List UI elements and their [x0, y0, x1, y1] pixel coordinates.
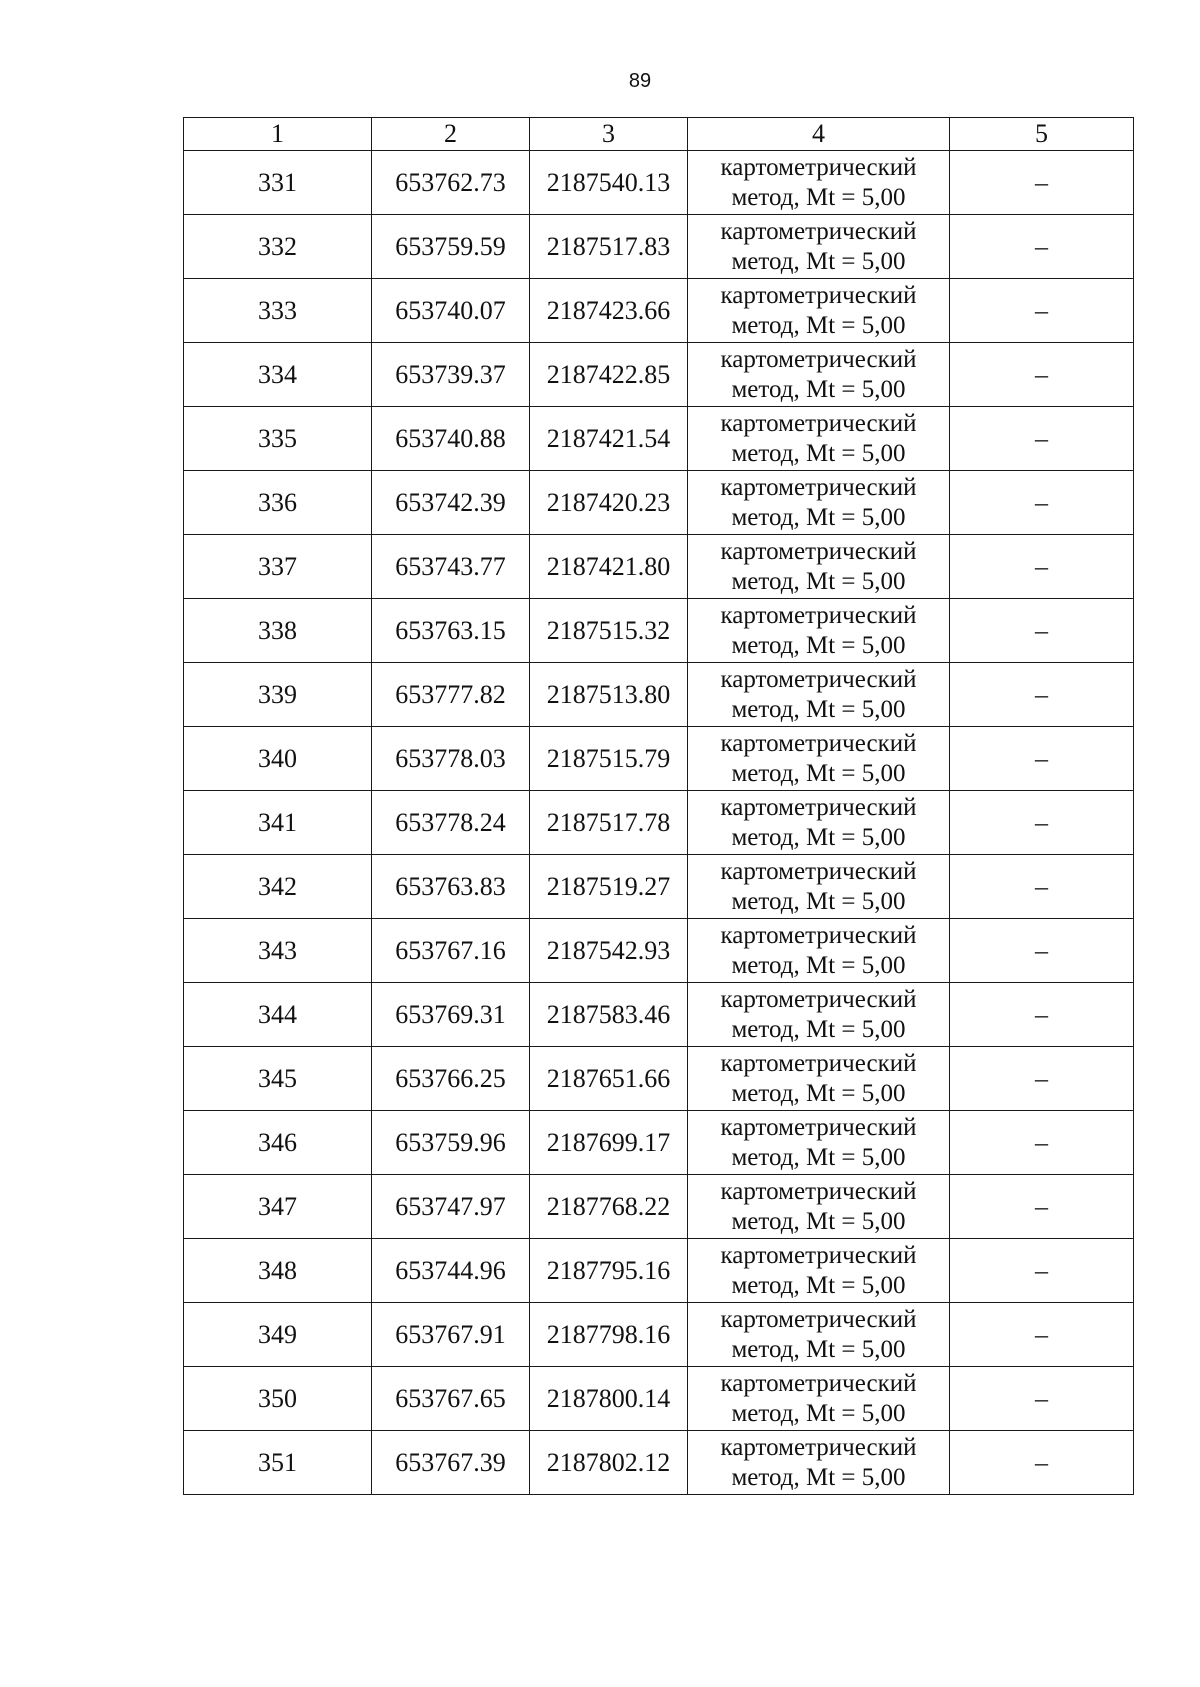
- note-cell: –: [950, 535, 1134, 599]
- method-cell: [688, 151, 950, 215]
- y-coordinate-cell: 2187699.17: [530, 1111, 688, 1175]
- table-body: [184, 151, 1134, 1495]
- coordinates-table: [183, 117, 1134, 1495]
- method-cell: [688, 215, 950, 279]
- table-row: [184, 1367, 1134, 1431]
- x-coordinate-cell: 653767.65: [372, 1367, 530, 1431]
- note-cell: –: [950, 1047, 1134, 1111]
- point-number-cell: 331: [184, 151, 372, 215]
- method-cell: [688, 1367, 950, 1431]
- method-cell: [688, 1239, 950, 1303]
- note-cell: –: [950, 471, 1134, 535]
- method-line-1: картометрический: [720, 1433, 917, 1461]
- x-coordinate-cell: 653759.96: [372, 1111, 530, 1175]
- method-cell: [688, 791, 950, 855]
- table-row: [184, 727, 1134, 791]
- point-number-cell: 342: [184, 855, 372, 919]
- method-line-1: картометрический: [720, 1369, 917, 1397]
- x-coordinate-cell: 653742.39: [372, 471, 530, 535]
- method-cell: [688, 1175, 950, 1239]
- x-coordinate-cell: 653763.83: [372, 855, 530, 919]
- x-coordinate-cell: 653766.25: [372, 1047, 530, 1111]
- method-line-1: картометрический: [720, 857, 917, 885]
- method-cell: [688, 471, 950, 535]
- method-line-2: метод, Mt = 5,00: [731, 311, 906, 339]
- x-coordinate-cell: 653778.24: [372, 791, 530, 855]
- x-coordinate-cell: 653740.88: [372, 407, 530, 471]
- table-row: [184, 1303, 1134, 1367]
- table-row: [184, 599, 1134, 663]
- header-cell-3: 3: [530, 118, 688, 151]
- x-coordinate-cell: 653759.59: [372, 215, 530, 279]
- point-number-cell: 338: [184, 599, 372, 663]
- method-line-1: картометрический: [720, 537, 917, 565]
- method-line-1: картометрический: [720, 281, 917, 309]
- method-line-1: картометрический: [720, 1049, 917, 1077]
- table-header: [184, 118, 1134, 151]
- y-coordinate-cell: 2187542.93: [530, 919, 688, 983]
- y-coordinate-cell: 2187583.46: [530, 983, 688, 1047]
- point-number-cell: 343: [184, 919, 372, 983]
- method-line-2: метод, Mt = 5,00: [731, 567, 906, 595]
- method-cell: [688, 1047, 950, 1111]
- point-number-cell: 344: [184, 983, 372, 1047]
- note-cell: –: [950, 407, 1134, 471]
- method-line-1: картометрический: [720, 1241, 917, 1269]
- y-coordinate-cell: 2187768.22: [530, 1175, 688, 1239]
- note-cell: –: [950, 663, 1134, 727]
- method-line-2: метод, Mt = 5,00: [731, 695, 906, 723]
- method-line-1: картометрический: [720, 921, 917, 949]
- method-line-1: картометрический: [720, 153, 917, 181]
- x-coordinate-cell: 653767.39: [372, 1431, 530, 1495]
- method-line-1: картометрический: [720, 1305, 917, 1333]
- y-coordinate-cell: 2187519.27: [530, 855, 688, 919]
- method-line-2: метод, Mt = 5,00: [731, 759, 906, 787]
- method-line-2: метод, Mt = 5,00: [731, 951, 906, 979]
- y-coordinate-cell: 2187420.23: [530, 471, 688, 535]
- point-number-cell: 350: [184, 1367, 372, 1431]
- note-cell: –: [950, 343, 1134, 407]
- method-line-1: картометрический: [720, 217, 917, 245]
- x-coordinate-cell: 653769.31: [372, 983, 530, 1047]
- table-row: [184, 1047, 1134, 1111]
- point-number-cell: 332: [184, 215, 372, 279]
- note-cell: –: [950, 1303, 1134, 1367]
- y-coordinate-cell: 2187513.80: [530, 663, 688, 727]
- method-cell: [688, 535, 950, 599]
- method-line-2: метод, Mt = 5,00: [731, 439, 906, 467]
- y-coordinate-cell: 2187795.16: [530, 1239, 688, 1303]
- method-line-2: метод, Mt = 5,00: [731, 1271, 906, 1299]
- note-cell: –: [950, 279, 1134, 343]
- y-coordinate-cell: 2187802.12: [530, 1431, 688, 1495]
- method-line-1: картометрический: [720, 985, 917, 1013]
- table-row: [184, 1239, 1134, 1303]
- table-row: [184, 1111, 1134, 1175]
- table-row: [184, 983, 1134, 1047]
- y-coordinate-cell: 2187798.16: [530, 1303, 688, 1367]
- note-cell: –: [950, 855, 1134, 919]
- point-number-cell: 340: [184, 727, 372, 791]
- note-cell: –: [950, 1239, 1134, 1303]
- table-row: [184, 151, 1134, 215]
- note-cell: –: [950, 791, 1134, 855]
- method-line-1: картометрический: [720, 1113, 917, 1141]
- method-cell: [688, 919, 950, 983]
- x-coordinate-cell: 653739.37: [372, 343, 530, 407]
- page-number: 89: [628, 70, 652, 92]
- point-number-cell: 336: [184, 471, 372, 535]
- y-coordinate-cell: 2187517.83: [530, 215, 688, 279]
- method-line-2: метод, Mt = 5,00: [731, 503, 906, 531]
- x-coordinate-cell: 653767.91: [372, 1303, 530, 1367]
- table-row: [184, 407, 1134, 471]
- method-line-1: картометрический: [720, 473, 917, 501]
- y-coordinate-cell: 2187421.80: [530, 535, 688, 599]
- note-cell: –: [950, 151, 1134, 215]
- method-line-2: метод, Mt = 5,00: [731, 247, 906, 275]
- point-number-cell: 346: [184, 1111, 372, 1175]
- x-coordinate-cell: 653762.73: [372, 151, 530, 215]
- point-number-cell: 347: [184, 1175, 372, 1239]
- y-coordinate-cell: 2187540.13: [530, 151, 688, 215]
- method-line-2: метод, Mt = 5,00: [731, 1463, 906, 1491]
- table-row: [184, 919, 1134, 983]
- point-number-cell: 335: [184, 407, 372, 471]
- table-row: [184, 663, 1134, 727]
- method-cell: [688, 407, 950, 471]
- y-coordinate-cell: 2187517.78: [530, 791, 688, 855]
- point-number-cell: 339: [184, 663, 372, 727]
- x-coordinate-cell: 653767.16: [372, 919, 530, 983]
- note-cell: –: [950, 727, 1134, 791]
- note-cell: –: [950, 919, 1134, 983]
- method-cell: [688, 343, 950, 407]
- method-line-2: метод, Mt = 5,00: [731, 1079, 906, 1107]
- point-number-cell: 341: [184, 791, 372, 855]
- y-coordinate-cell: 2187422.85: [530, 343, 688, 407]
- method-line-1: картометрический: [720, 729, 917, 757]
- method-line-2: метод, Mt = 5,00: [731, 1143, 906, 1171]
- method-cell: [688, 727, 950, 791]
- note-cell: –: [950, 1111, 1134, 1175]
- table-row: [184, 1431, 1134, 1495]
- method-line-1: картометрический: [720, 1177, 917, 1205]
- header-cell-1: 1: [184, 118, 372, 151]
- method-cell: [688, 1111, 950, 1175]
- method-line-1: картометрический: [720, 345, 917, 373]
- table-row: [184, 791, 1134, 855]
- header-cell-5: 5: [950, 118, 1134, 151]
- table-row: [184, 535, 1134, 599]
- note-cell: –: [950, 983, 1134, 1047]
- method-cell: [688, 1431, 950, 1495]
- method-line-2: метод, Mt = 5,00: [731, 183, 906, 211]
- table-row: [184, 279, 1134, 343]
- note-cell: –: [950, 1367, 1134, 1431]
- method-line-2: метод, Mt = 5,00: [731, 1399, 906, 1427]
- header-cell-4: 4: [688, 118, 950, 151]
- method-line-2: метод, Mt = 5,00: [731, 631, 906, 659]
- table-row: [184, 343, 1134, 407]
- method-cell: [688, 983, 950, 1047]
- x-coordinate-cell: 653778.03: [372, 727, 530, 791]
- point-number-cell: 345: [184, 1047, 372, 1111]
- y-coordinate-cell: 2187651.66: [530, 1047, 688, 1111]
- method-line-2: метод, Mt = 5,00: [731, 823, 906, 851]
- point-number-cell: 348: [184, 1239, 372, 1303]
- method-cell: [688, 663, 950, 727]
- y-coordinate-cell: 2187515.32: [530, 599, 688, 663]
- header-cell-2: 2: [372, 118, 530, 151]
- table-row: [184, 1175, 1134, 1239]
- method-line-2: метод, Mt = 5,00: [731, 1335, 906, 1363]
- x-coordinate-cell: 653743.77: [372, 535, 530, 599]
- x-coordinate-cell: 653744.96: [372, 1239, 530, 1303]
- method-cell: [688, 279, 950, 343]
- note-cell: –: [950, 599, 1134, 663]
- note-cell: –: [950, 215, 1134, 279]
- y-coordinate-cell: 2187423.66: [530, 279, 688, 343]
- point-number-cell: 334: [184, 343, 372, 407]
- method-line-1: картометрический: [720, 665, 917, 693]
- table-row: [184, 855, 1134, 919]
- method-line-1: картометрический: [720, 409, 917, 437]
- x-coordinate-cell: 653763.15: [372, 599, 530, 663]
- table-row: [184, 215, 1134, 279]
- method-cell: [688, 599, 950, 663]
- method-line-2: метод, Mt = 5,00: [731, 887, 906, 915]
- note-cell: –: [950, 1175, 1134, 1239]
- method-line-1: картометрический: [720, 793, 917, 821]
- method-line-2: метод, Mt = 5,00: [731, 375, 906, 403]
- y-coordinate-cell: 2187421.54: [530, 407, 688, 471]
- header-row: [184, 118, 1134, 151]
- note-cell: –: [950, 1431, 1134, 1495]
- point-number-cell: 349: [184, 1303, 372, 1367]
- x-coordinate-cell: 653740.07: [372, 279, 530, 343]
- y-coordinate-cell: 2187800.14: [530, 1367, 688, 1431]
- method-cell: [688, 1303, 950, 1367]
- point-number-cell: 337: [184, 535, 372, 599]
- y-coordinate-cell: 2187515.79: [530, 727, 688, 791]
- method-cell: [688, 855, 950, 919]
- method-line-2: метод, Mt = 5,00: [731, 1207, 906, 1235]
- table-row: [184, 471, 1134, 535]
- x-coordinate-cell: 653777.82: [372, 663, 530, 727]
- point-number-cell: 351: [184, 1431, 372, 1495]
- point-number-cell: 333: [184, 279, 372, 343]
- x-coordinate-cell: 653747.97: [372, 1175, 530, 1239]
- method-line-2: метод, Mt = 5,00: [731, 1015, 906, 1043]
- method-line-1: картометрический: [720, 601, 917, 629]
